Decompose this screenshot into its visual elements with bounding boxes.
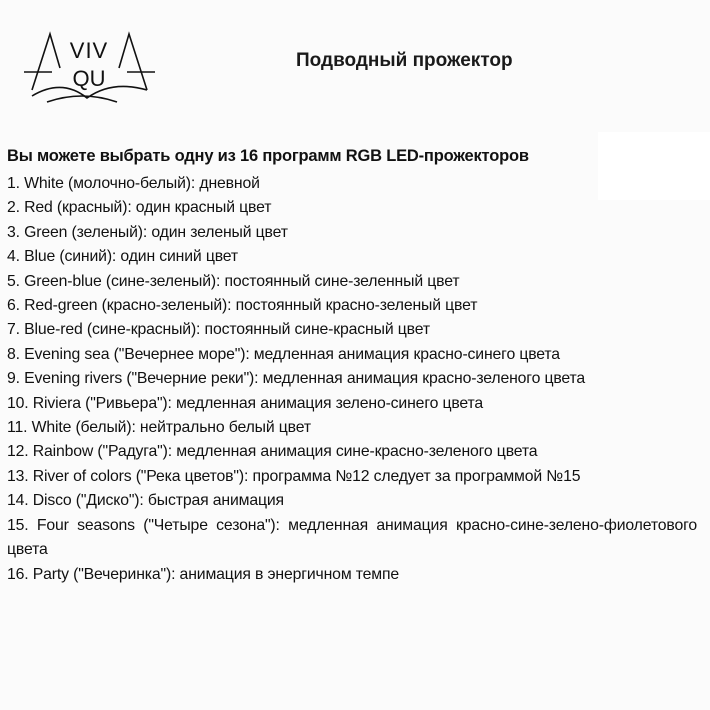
list-item: 6. Red-green (красно-зеленый): постоянный красно-зеленый цвет [7,297,478,315]
list-item: 16. Party ("Вечеринка"): анимация в энергичном темпе [7,565,400,583]
list-item: 3. Green (зеленый): один зеленый цвет [7,223,288,241]
list-item: 10. Riviera ("Ривьера"): медленная анимация зелено-синего цвета [7,394,484,412]
list-item: 15. Four seasons ("Четыре сезона"): медленная анимация красно-сине-зелено-фиолетового цвета [7,516,697,559]
program-list [7,172,697,587]
list-item: 12. Rainbow ("Радуга"): медленная анимация сине-красно-зеленого цвета [7,443,538,461]
list-item: 13. River of colors ("Река цветов"): программа №12 следует за программой №15 [7,467,581,485]
aviva-aqua-logo [22,28,157,108]
list-item: 1. White (молочно-белый): дневной [7,175,260,192]
list-item: 14. Disco ("Диско"): быстрая анимация [7,492,284,510]
subtitle: Вы можете выбрать одну из 16 программ RGB LED-прожекторов [7,147,529,165]
list-item: 9. Evening rivers ("Вечерние реки"): медленная анимация красно-зеленого цвета [7,370,586,388]
list-item: 2. Red (красный): один красный цвет [7,199,272,217]
page-title: Подводный прожектор [296,50,513,71]
svg-text:VIV: VIV [69,38,109,63]
list-item: 8. Evening sea ("Вечернее море"): медленная анимация красно-синего цвета [7,345,560,363]
list-item: 5. Green-blue (сине-зеленый): постоянный сине-зеленный цвет [7,272,460,290]
list-item: 4. Blue (синий): один синий цвет [7,248,238,266]
list-item: 11. White (белый): нейтрально белый цвет [7,419,311,437]
svg-text:QU: QU [72,66,106,91]
list-item: 7. Blue-red (сине-красный): постоянный сине-красный цвет [7,321,430,339]
